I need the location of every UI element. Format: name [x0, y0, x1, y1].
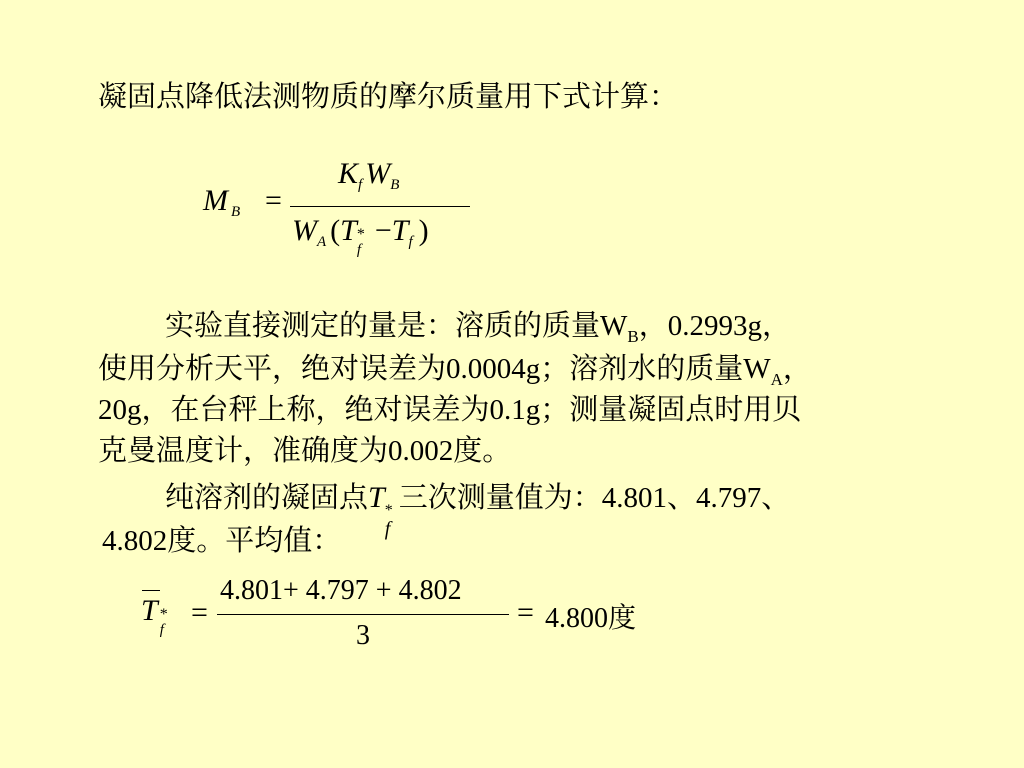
intro-text: 凝固点降低法测物质的摩尔质量用下式计算：: [98, 81, 679, 113]
paragraph1-line4: 克曼温度计，准确度为0.002度。: [98, 435, 512, 467]
paragraph1-line3: 20g，在台秤上称，绝对误差为0.1g；测量凝固点时用贝: [98, 394, 802, 426]
formula2-denominator: 3: [356, 620, 370, 651]
formula1-fraction-bar: [290, 206, 470, 207]
formula2-equals2: =: [517, 596, 534, 629]
formula1-denominator: $W_A$ (T * f $-T_f$ ): [292, 214, 429, 258]
formula2-equals1: =: [191, 596, 208, 629]
formula2-overline: [142, 590, 160, 591]
paragraph2-line2: 4.802度。平均值：: [102, 525, 342, 557]
paragraph1-line1: 实验直接测定的量是：溶质的质量$W_B$，0.2993g，: [165, 310, 791, 346]
formula2-result: 4.800度: [545, 603, 637, 634]
formula2-fraction-bar: [217, 614, 509, 615]
formula1-lhs: M $_B$: [203, 184, 241, 220]
formula2-lhs: T * f: [141, 594, 168, 638]
formula1-numerator: $K_f$ $W_B$: [338, 157, 400, 193]
formula2-numerator: 4.801+ 4.797 + 4.802: [220, 575, 462, 606]
paragraph1-line2: 使用分析天平，绝对误差为0.0004g；溶剂水的质量$W_A$，: [98, 353, 812, 389]
formula1-equals: =: [265, 184, 282, 217]
paragraph2-line1: 纯溶剂的凝固点T * f 三次测量值为：4.801、4.797、: [165, 481, 791, 540]
